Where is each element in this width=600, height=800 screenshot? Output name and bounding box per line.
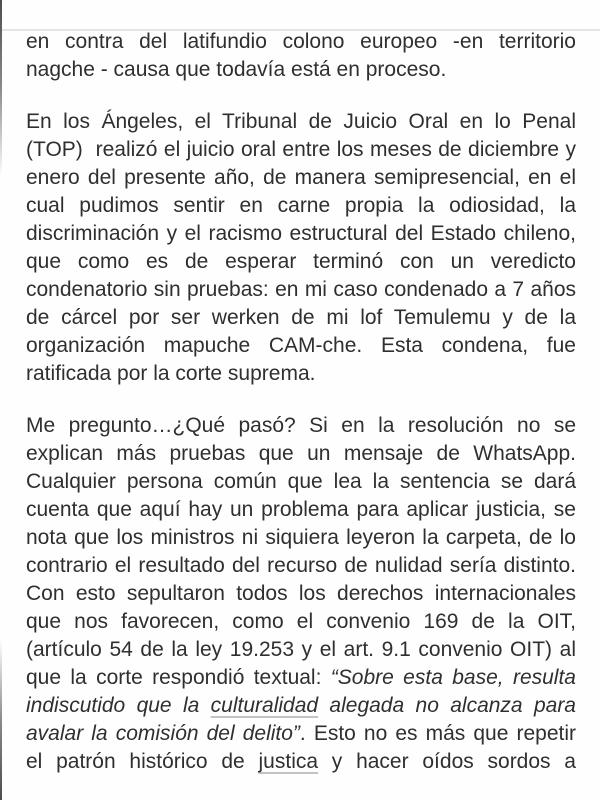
- text-line: [26, 28, 576, 56]
- text-line: [26, 524, 576, 552]
- text-line: [26, 496, 576, 524]
- page-edge-shadow: [0, 0, 2, 800]
- text-line: [26, 636, 576, 664]
- text-segment: explican más pruebas que un mensaje de WhatsApp.: [26, 442, 576, 465]
- text-line: [26, 108, 576, 136]
- text-segment: Cualquier persona común que lea la sentencia se dará: [26, 470, 576, 493]
- text-line: [26, 332, 576, 360]
- text-segment: que como es de esperar terminó con un veredicto: [26, 250, 576, 273]
- text-line: [26, 164, 576, 192]
- paragraph: [26, 28, 576, 84]
- text-segment: En los Ángeles, el Tribunal de Juicio Oral en lo Penal: [26, 110, 576, 133]
- text-line: [26, 56, 576, 84]
- text-line: [26, 748, 576, 776]
- text-line: [26, 692, 576, 720]
- text-line: [26, 468, 576, 496]
- text-segment: alegada no alcanza para: [318, 694, 576, 717]
- text-segment: cual pudimos sentir en carne propia la odiosidad, la: [26, 194, 576, 217]
- text-segment: que la corte respondió textual:: [26, 666, 331, 689]
- text-segment: discriminación y el racismo estructural del Estado chileno,: [26, 222, 576, 245]
- text-segment: y hacer oídos sordos a: [318, 750, 576, 773]
- text-segment: que nos favorecen, como el convenio 169 de la OIT,: [26, 610, 576, 633]
- text-segment: (TOP) realizó el juicio oral entre los meses de diciembre y: [26, 138, 576, 161]
- paragraph: [26, 108, 576, 388]
- text-line: [26, 412, 576, 440]
- text-segment: justica: [258, 750, 319, 773]
- text-segment: avalar la comisión del delito”: [26, 722, 300, 745]
- text-segment: “Sobre esta base, resulta: [330, 666, 576, 689]
- text-segment: nota que los ministros ni siquiera leyeron la carpeta, de lo: [26, 526, 576, 549]
- text-segment: enero del presente año, de manera semipresencial, en el: [26, 166, 576, 189]
- text-line: [26, 552, 576, 580]
- text-segment: de cárcel por ser werken de mi lof Temulemu y de la: [26, 306, 576, 329]
- text-line: [26, 136, 576, 164]
- text-segment: organización mapuche CAM-che. Esta condena, fue: [26, 334, 576, 357]
- text-line: [26, 440, 576, 468]
- text-segment: . Esto no es más que repetir: [299, 722, 576, 745]
- text-segment: cuenta que aquí hay un problema para aplicar justicia, se: [26, 498, 576, 521]
- paragraph: [26, 412, 576, 776]
- text-segment: ratificada por la corte suprema.: [26, 362, 316, 385]
- text-segment: nagche - causa que todavía está en proceso.: [26, 58, 447, 81]
- text-line: [26, 304, 576, 332]
- text-line: [26, 580, 576, 608]
- text-segment: en contra del latifundio colono europeo -en territorio: [26, 30, 576, 53]
- text-segment: el patrón histórico de: [26, 750, 259, 773]
- text-line: [26, 220, 576, 248]
- text-line: [26, 664, 576, 692]
- text-line: [26, 608, 576, 636]
- document-text: [26, 28, 576, 800]
- text-segment: condenatorio sin pruebas: en mi caso condenado a 7 años: [26, 278, 576, 301]
- text-segment: Me pregunto…¿Qué pasó? Si en la resolución no se: [26, 414, 576, 437]
- text-segment: Con esto sepultaron todos los derechos internacionales: [26, 582, 576, 605]
- text-segment: indiscutido que la: [26, 694, 211, 717]
- text-segment: contrario el resultado del recurso de nulidad sería distinto.: [26, 554, 576, 577]
- text-line: [26, 276, 576, 304]
- text-line: [26, 192, 576, 220]
- text-line: [26, 248, 576, 276]
- text-segment: culturalidad: [210, 694, 319, 717]
- text-segment: (artículo 54 de la ley 19.253 y el art. 9.1 convenio OIT) al: [26, 638, 576, 661]
- text-line: [26, 720, 576, 748]
- text-line: [26, 360, 576, 388]
